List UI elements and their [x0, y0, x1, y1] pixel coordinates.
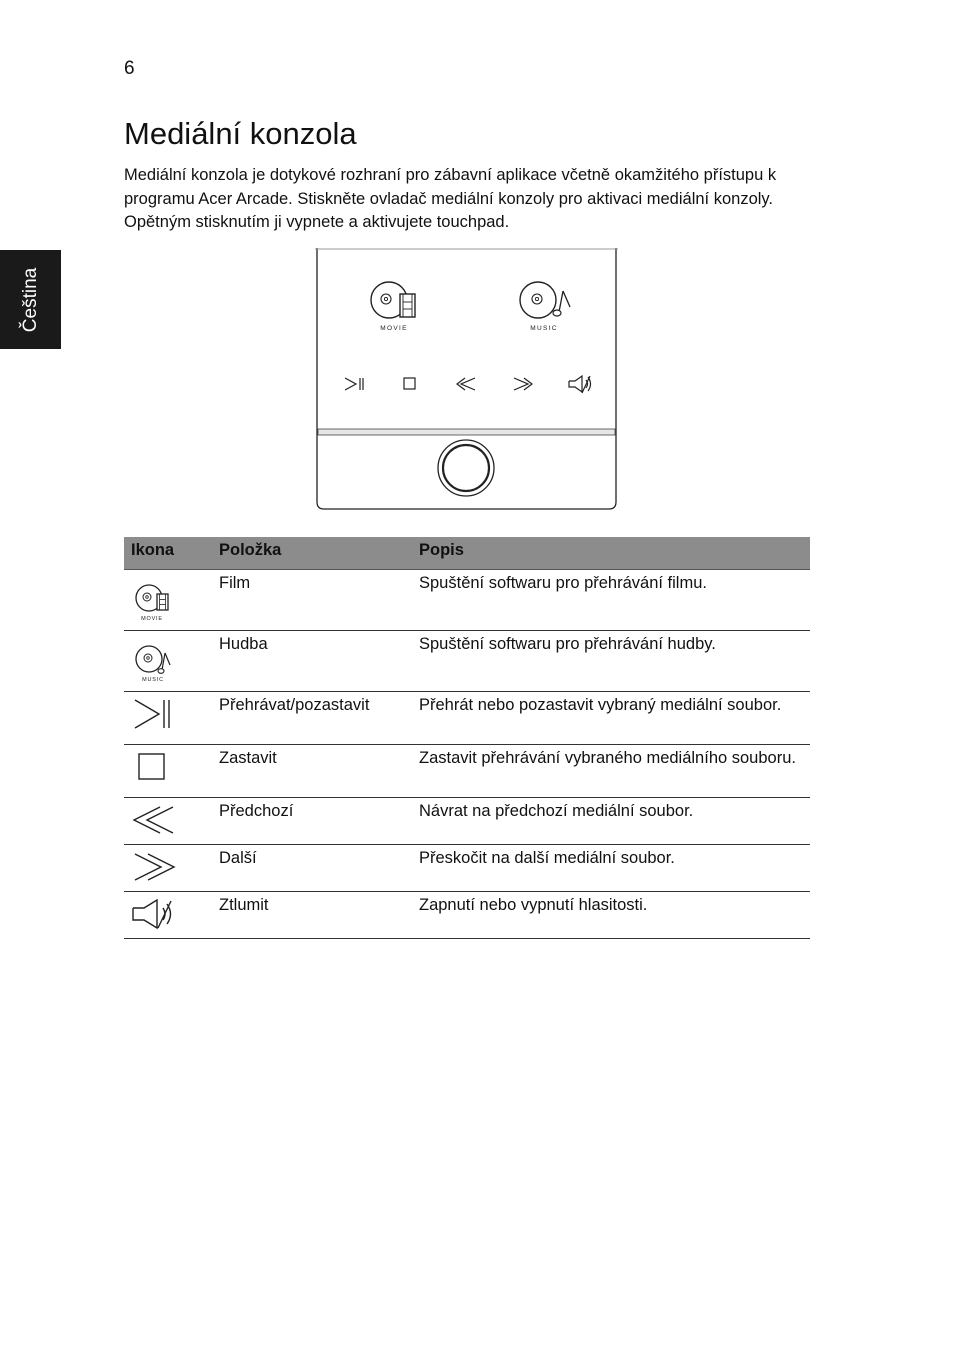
previous-icon [457, 378, 475, 390]
icons-table [124, 537, 810, 939]
section-title: Mediální konzola [124, 116, 357, 151]
item-music: Hudba [212, 631, 412, 692]
page-number: 6 [124, 58, 135, 79]
item-next: Další [212, 845, 412, 892]
description-next: Přeskočit na další mediální soubor. [412, 845, 810, 892]
media-console-illustration [314, 247, 619, 512]
description-music: Spuštění softwaru pro přehrávání hudby. [412, 631, 810, 692]
language-tab-label: Čeština [19, 267, 41, 332]
table-row [124, 892, 810, 939]
movie-icon [371, 282, 415, 332]
music-icon [520, 282, 570, 332]
play-pause-icon [131, 697, 175, 733]
description-previous: Návrat na předchozí mediální soubor. [412, 798, 810, 845]
table-row [124, 745, 810, 798]
table-row [124, 692, 810, 745]
mute-icon [131, 897, 177, 931]
table-header-row [124, 537, 810, 570]
movie-label: MOVIE [380, 325, 408, 332]
item-film: Film [212, 570, 412, 631]
movie-icon-label: MOVIE [141, 616, 163, 622]
table-row [124, 570, 810, 631]
description-play-pause: Přehrát nebo pozastavit vybraný mediální soubor. [412, 692, 810, 745]
intro-paragraph: Mediální konzola je dotykové rozhraní pro zábavní aplikace včetně okamžitého přístupu k programu Acer Arcade. Stiskněte ovladač mediální konzoly pro aktivaci mediální konzoly. Opětným stisknutím ji vypnete a aktivujete touchpad. [124, 166, 777, 231]
movie-icon [131, 578, 175, 624]
language-tab [0, 250, 61, 349]
item-mute: Ztlumit [212, 892, 412, 939]
console-knob [438, 440, 494, 496]
stop-icon [404, 378, 415, 389]
header-icon: Ikona [124, 537, 212, 570]
item-play-pause: Přehrávat/pozastavit [212, 692, 412, 745]
description-stop: Zastavit přehrávání vybraného mediálního souboru. [412, 745, 810, 798]
music-icon-label: MUSIC [142, 677, 164, 683]
item-stop: Zastavit [212, 745, 412, 798]
mute-icon [569, 376, 591, 393]
next-icon [514, 378, 532, 390]
music-label: MUSIC [530, 325, 558, 332]
table-row [124, 631, 810, 692]
play-pause-icon [345, 378, 363, 390]
table-row [124, 845, 810, 892]
next-icon [131, 850, 177, 884]
music-icon [131, 639, 175, 685]
item-previous: Předchozí [212, 798, 412, 845]
header-description: Popis [412, 537, 810, 570]
previous-icon [131, 803, 177, 837]
stop-icon [131, 750, 175, 786]
header-item: Položka [212, 537, 412, 570]
description-film: Spuštění softwaru pro přehrávání filmu. [412, 570, 810, 631]
description-mute: Zapnutí nebo vypnutí hlasitosti. [412, 892, 810, 939]
table-row [124, 798, 810, 845]
